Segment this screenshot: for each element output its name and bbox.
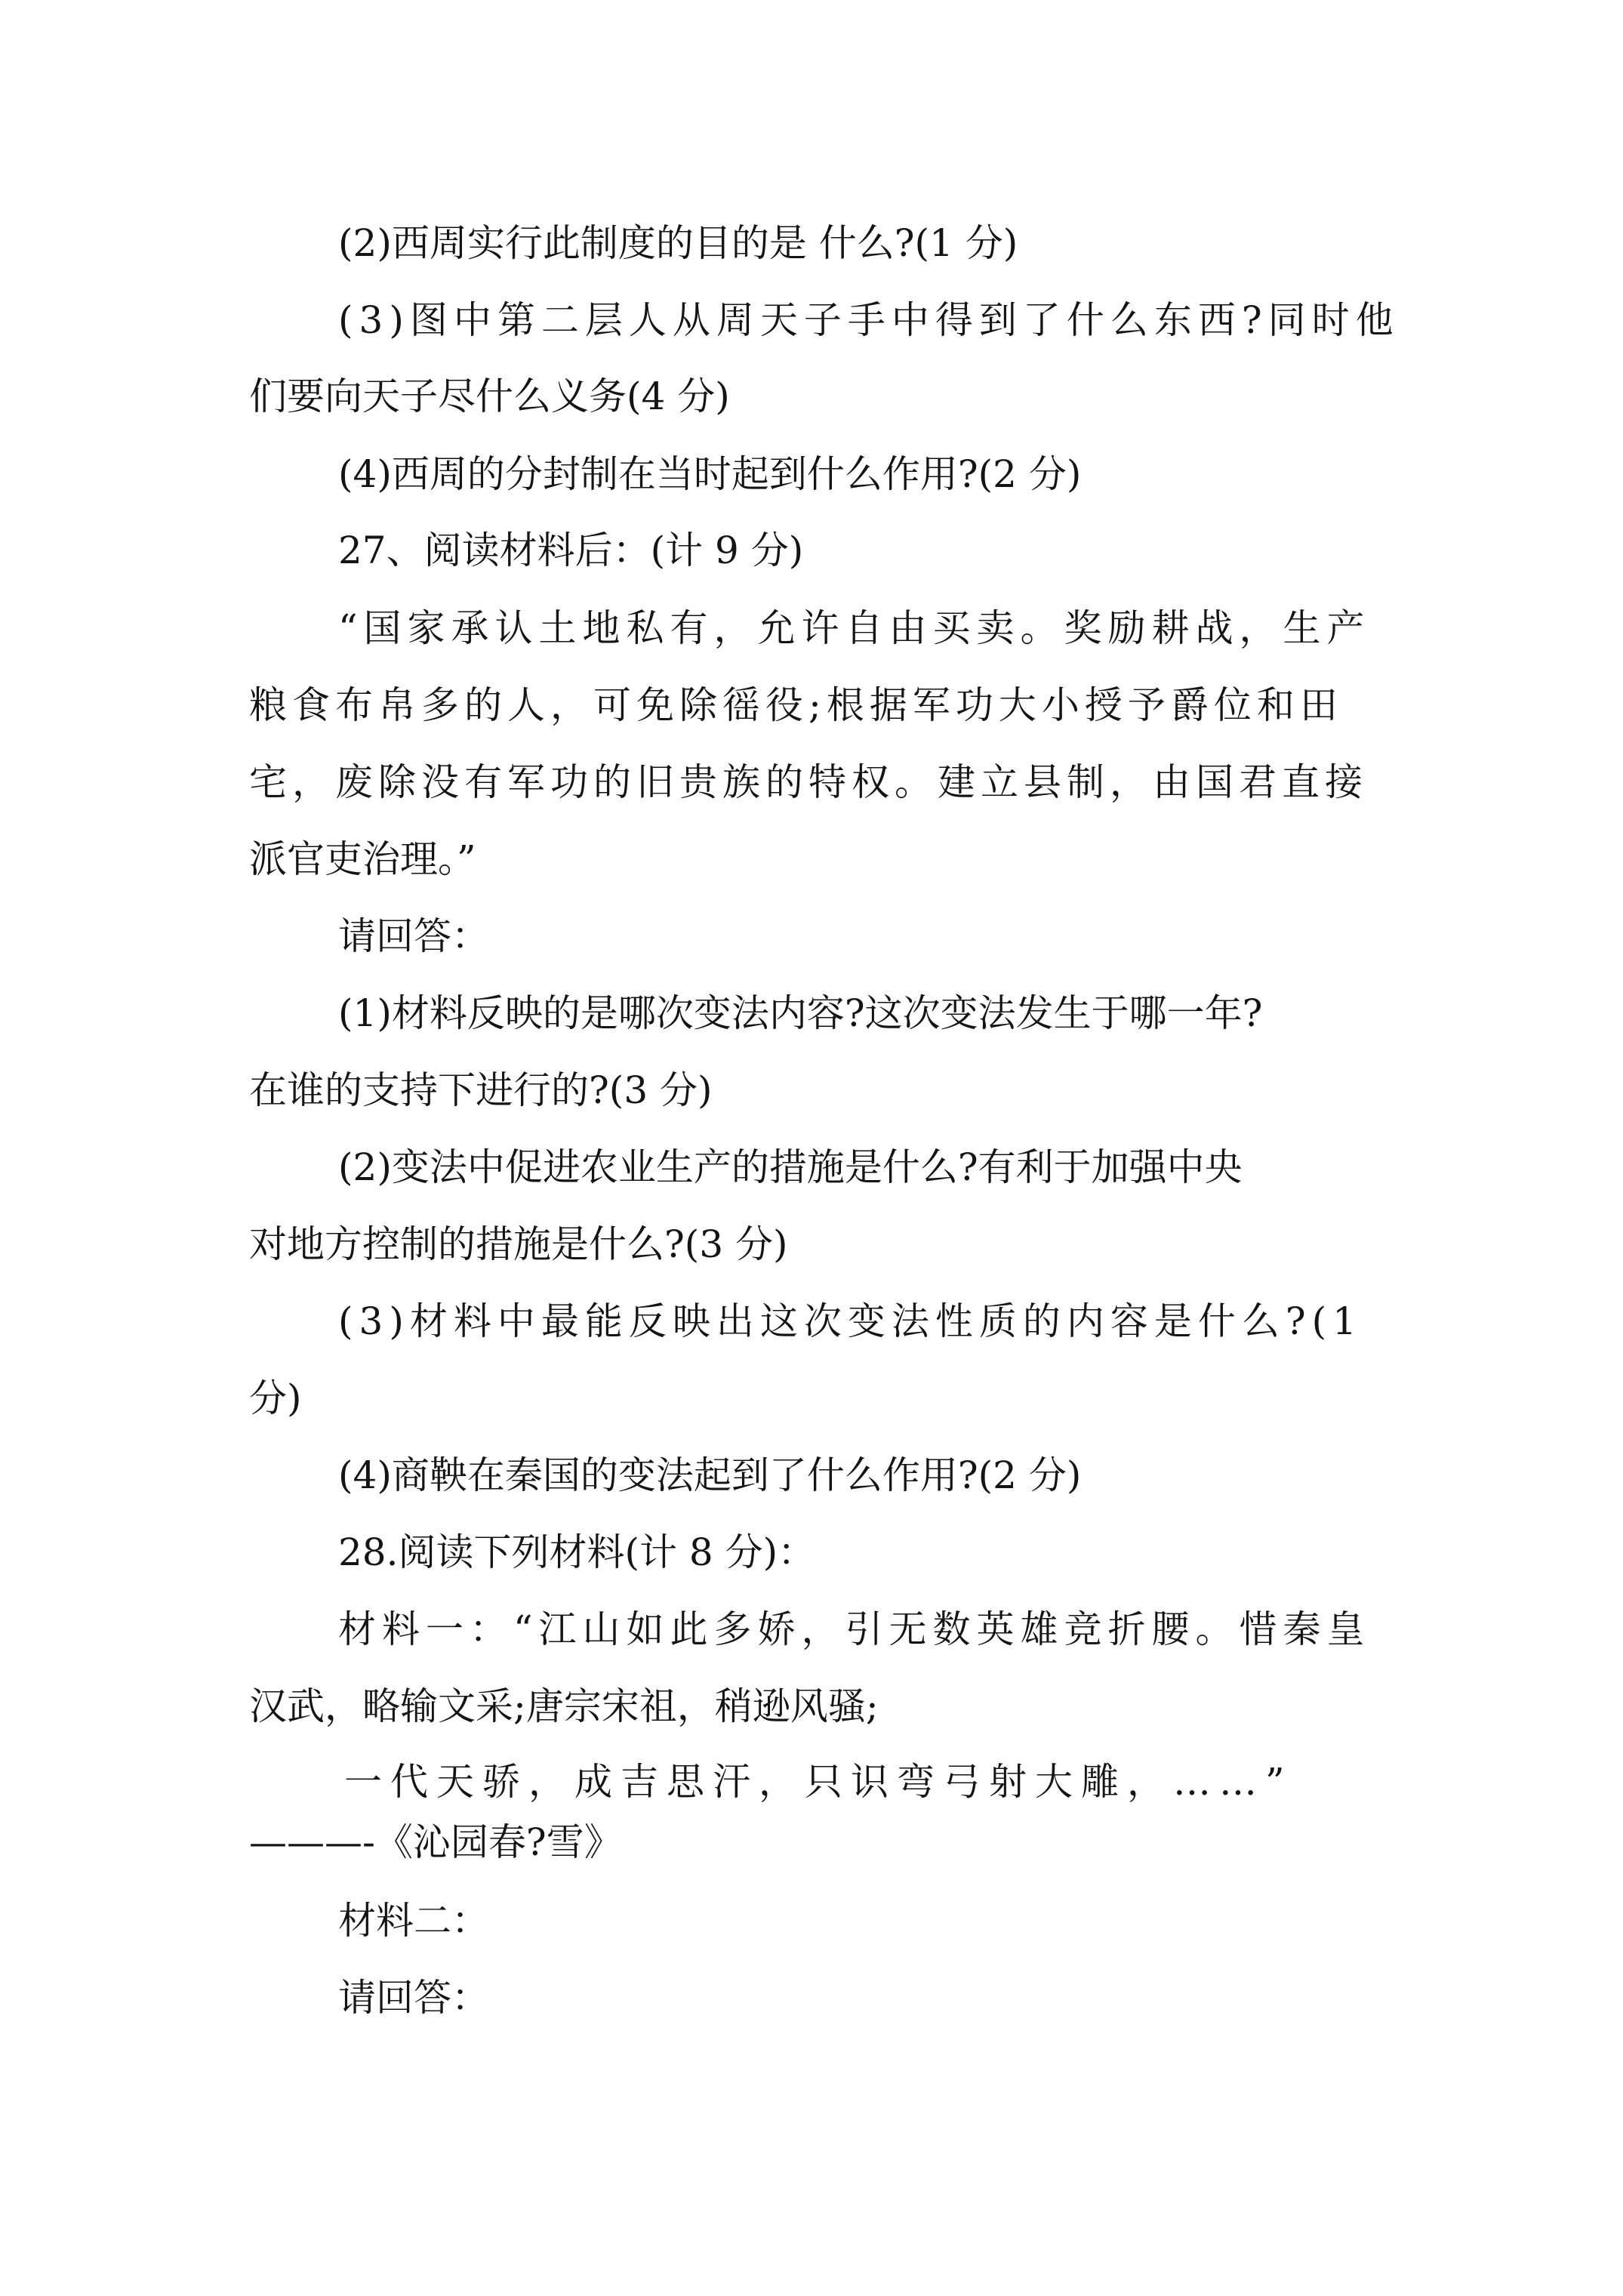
question-26-4: (4)西周的分封制在当时起到什么作用?(2 分) — [338, 452, 1082, 496]
please-answer-27: 请回答： — [338, 914, 489, 958]
material-one-line3: 一代天骄，成吉思汗，只识弯弓射大雕，……” — [344, 1760, 1293, 1804]
question-27-1-line1: (1)材料反映的是哪次变法内容?这次变法发生于哪一年? — [338, 991, 1263, 1035]
material-one-line2: 汉武，略输文采;唐宗宋祖，稍逊风骚; — [249, 1684, 879, 1728]
question-27-2-line1: (2)变法中促进农业生产的措施是什么?有利于加强中央 — [338, 1145, 1243, 1189]
question-27-4: (4)商鞅在秦国的变法起到了什么作用?(2 分) — [338, 1453, 1082, 1497]
question-28-heading: 28.阅读下列材料(计 8 分)： — [338, 1530, 816, 1574]
poem-source: ———-《沁园春?雪》 — [249, 1820, 622, 1864]
question-27-1-line2: 在谁的支持下进行的?(3 分) — [249, 1068, 713, 1112]
question-26-2: (2)西周实行此制度的目的是 什么?(1 分) — [338, 221, 1018, 265]
question-26-3-line1: (3)图中第二层人从周天子手中得到了什么东西?同时他 — [338, 298, 1400, 342]
question-27-3-line2: 分) — [249, 1376, 302, 1420]
material-27-line4: 派官吏治理。” — [249, 837, 476, 881]
question-26-3-line2: 们要向天子尽什么义务(4 分) — [249, 374, 730, 418]
question-27-2-line2: 对地方控制的措施是什么?(3 分) — [249, 1222, 788, 1266]
material-27-line3: 宅，废除没有军功的旧贵族的特权。建立县制，由国君直接 — [249, 760, 1368, 804]
question-27-heading: 27、阅读材料后：(计 9 分) — [338, 529, 804, 572]
question-27-3-line1: (3)材料中最能反映出这次变法性质的内容是什么?(1 — [338, 1299, 1363, 1343]
please-answer-28: 请回答： — [338, 1976, 489, 2020]
material-two: 材料二： — [338, 1899, 489, 1943]
material-27-line2: 粮食布帛多的人，可免除徭役;根据军功大小授予爵位和田 — [249, 683, 1343, 727]
material-one-line1: 材料一：“江山如此多娇，引无数英雄竞折腰。惜秦皇 — [338, 1607, 1371, 1651]
material-27-line1: “国家承认土地私有，允许自由买卖。奖励耕战，生产 — [338, 606, 1371, 650]
